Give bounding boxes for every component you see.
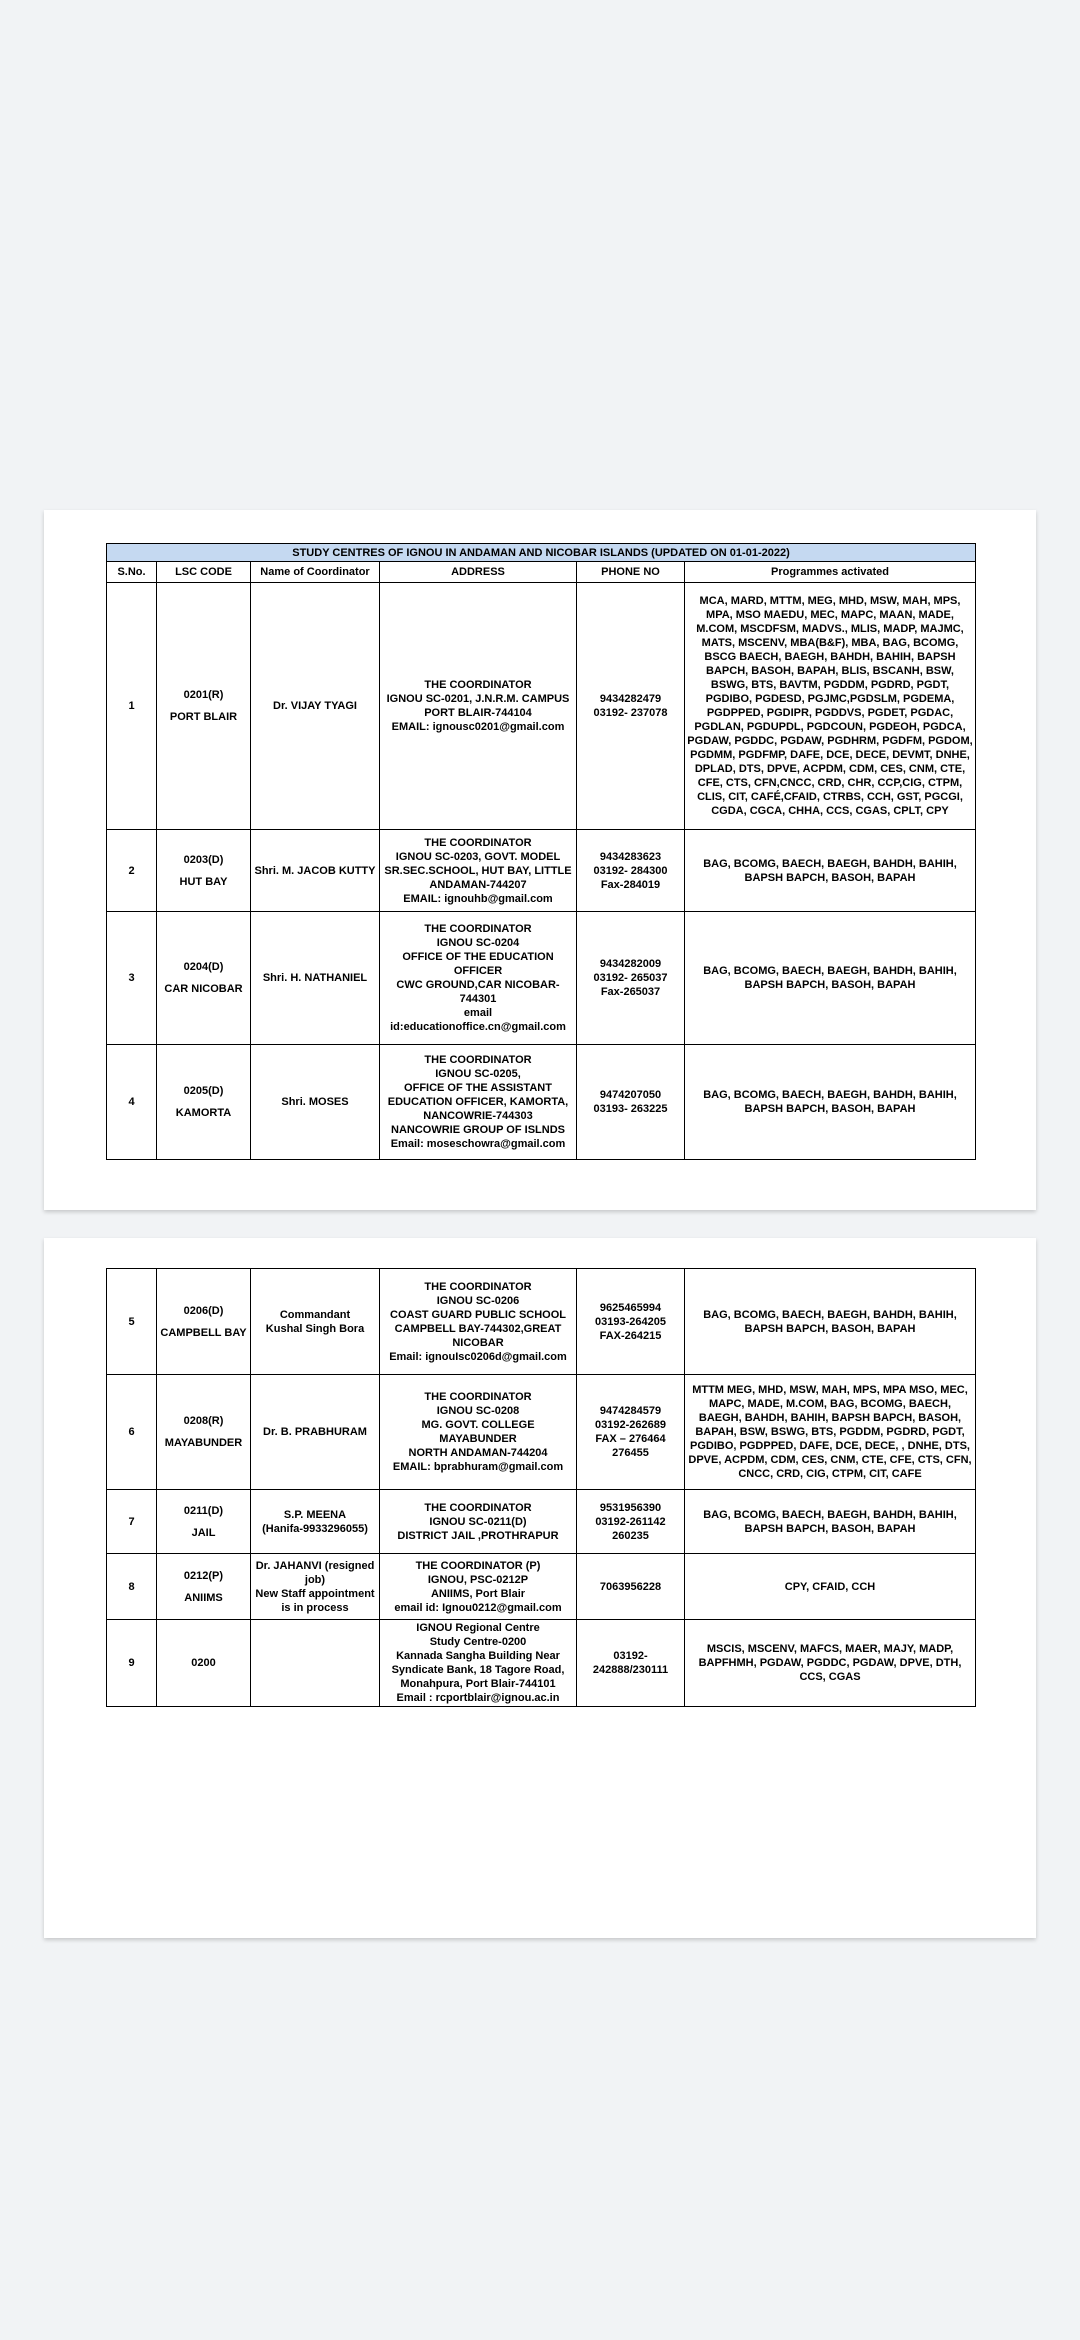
coordinator-cell: S.P. MEENA (Hanifa-9933296055)	[251, 1490, 380, 1554]
address-cell: THE COORDINATOR (P) IGNOU, PSC-0212P ANIIMS, Port Blair email id: Ignou0212@gmail.com	[380, 1554, 577, 1620]
lsc-code: 0203(D)	[183, 853, 224, 866]
address-cell: THE COORDINATOR IGNOU SC-0203, GOVT. MODEL SR.SEC.SCHOOL, HUT BAY, LITTLE ANDAMAN-744207 EMAIL: ignouhb@gmail.com	[380, 830, 577, 912]
table-row	[107, 830, 976, 912]
sno-cell: 9	[107, 1620, 157, 1707]
sno-cell: 3	[107, 912, 157, 1045]
programmes-cell: BAG, BCOMG, BAECH, BAEGH, BAHDH, BAHIH, BAPSH BAPCH, BASOH, BAPAH	[685, 1490, 976, 1554]
phone-cell: 9474284579 03192-262689 FAX – 276464 276455	[577, 1375, 685, 1490]
address-cell: THE COORDINATOR IGNOU SC-0211(D) DISTRICT JAIL ,PROTHRAPUR	[380, 1490, 577, 1554]
table-row	[107, 912, 976, 1045]
table-row	[107, 1269, 976, 1375]
coordinator-cell: Shri. H. NATHANIEL	[251, 912, 380, 1045]
sno-cell: 1	[107, 583, 157, 830]
study-centres-table-continued	[106, 1268, 976, 1707]
coordinator-cell: Shri. M. JACOB KUTTY	[251, 830, 380, 912]
coordinator-cell: Commandant Kushal Singh Bora	[251, 1269, 380, 1375]
lsc-code: 0201(R)	[183, 689, 224, 701]
document-page-1	[44, 510, 1036, 1210]
header-sno: S.No.	[107, 562, 157, 583]
sno-cell: 4	[107, 1045, 157, 1160]
study-centres-table	[106, 543, 976, 1160]
address-cell: THE COORDINATOR IGNOU SC-0208 MG. GOVT. COLLEGE MAYABUNDER NORTH ANDAMAN-744204 EMAIL: bprabhuram@gmail.com	[380, 1375, 577, 1490]
programmes-cell: MTTM MEG, MHD, MSW, MAH, MPS, MPA MSO, MEC, MAPC, MADE, M.COM, BAG, BCOMG, BAECH, BAEGH, BAHDH, BAHIH, BAPSH BAPCH, BASOH, BAPAH, BSW, BSWG, BTS, PGDDM, PGDRD, PGDT, PGDIBO, PGDPPED, DAFE, DCE, DECE, , DNHE, DTS, DPVE, ACPDM, CDM, CES, CNM, CTE, CFE, CTS, CFN, CNCC, CRD, CIG, CTPM, CIT, CAFE	[685, 1375, 976, 1490]
lsc-code: 0204(D)	[183, 961, 224, 973]
address-cell: THE COORDINATOR IGNOU SC-0201, J.N.R.M. CAMPUS PORT BLAIR-744104 EMAIL: ignousc0201@gmail.com	[380, 583, 577, 830]
centre-place: CAR NICOBAR	[164, 983, 243, 995]
code-cell	[157, 1375, 251, 1490]
coordinator-cell: Dr. VIJAY TYAGI	[251, 583, 380, 830]
phone-cell: 9434283623 03192- 284300 Fax-284019	[577, 830, 685, 912]
centre-place: JAIL	[191, 1526, 216, 1539]
centre-place: HUT BAY	[179, 875, 228, 888]
centre-place: CAMPBELL BAY	[160, 1326, 247, 1339]
phone-cell: 9625465994 03193-264205 FAX-264215	[577, 1269, 685, 1375]
sno-cell: 2	[107, 830, 157, 912]
coordinator-cell: Dr. JAHANVI (resigned job) New Staff appointment is in process	[251, 1554, 380, 1620]
programmes-cell: BAG, BCOMG, BAECH, BAEGH, BAHDH, BAHIH, BAPSH BAPCH, BASOH, BAPAH	[685, 1269, 976, 1375]
table-row	[107, 1554, 976, 1620]
lsc-code: 0205(D)	[183, 1085, 224, 1097]
code-cell	[157, 1554, 251, 1620]
programmes-cell: CPY, CFAID, CCH	[685, 1554, 976, 1620]
centre-place: ANIIMS	[184, 1591, 223, 1604]
lsc-code: 0208(R)	[183, 1415, 224, 1427]
code-cell	[157, 583, 251, 830]
phone-cell: 9434282479 03192- 237078	[577, 583, 685, 830]
sno-cell: 8	[107, 1554, 157, 1620]
table-row	[107, 1620, 976, 1707]
header-lsc-code: LSC CODE	[157, 562, 251, 583]
document-page-2	[44, 1238, 1036, 1938]
code-cell	[157, 912, 251, 1045]
sno-cell: 7	[107, 1490, 157, 1554]
code-cell	[157, 1490, 251, 1554]
centre-place: KAMORTA	[175, 1107, 232, 1119]
header-programmes: Programmes activated	[685, 562, 976, 583]
code-cell	[157, 1045, 251, 1160]
address-cell: IGNOU Regional Centre Study Centre-0200 Kannada Sangha Building Near Syndicate Bank, 18 Tagore Road, Monahpura, Port Blair-744101 Email : rcportblair@ignou.ac.in	[380, 1620, 577, 1707]
header-coordinator: Name of Coordinator	[251, 562, 380, 583]
code-cell: 0200	[157, 1620, 251, 1707]
header-address: ADDRESS	[380, 562, 577, 583]
coordinator-cell: Shri. MOSES	[251, 1045, 380, 1160]
address-cell: THE COORDINATOR IGNOU SC-0205, OFFICE OF THE ASSISTANT EDUCATION OFFICER, KAMORTA, NANCOWRIE-744303 NANCOWRIE GROUP OF ISLNDS Email: moseschowra@gmail.com	[380, 1045, 577, 1160]
sno-cell: 5	[107, 1269, 157, 1375]
programmes-cell: BAG, BCOMG, BAECH, BAEGH, BAHDH, BAHIH, BAPSH BAPCH, BASOH, BAPAH	[685, 830, 976, 912]
phone-cell: 03192- 242888/230111	[577, 1620, 685, 1707]
programmes-cell: MCA, MARD, MTTM, MEG, MHD, MSW, MAH, MPS, MPA, MSO MAEDU, MEC, MAPC, MAAN, MADE, M.COM, MSCDFSM, MADVS., MLIS, MADP, MAJMC, MATS, MSCENV, MBA(B&F), MBA, BAG, BCOMG, BSCG BAECH, BAEGH, BAHDH, BAHIH, BAPSH BAPCH, BASOH, BAPAH, BLIS, BSCANH, BSW, BSWG, BTS, BAVTM, PGDDM, PGDRD, PGDT, PGDIBO, PGDESD, PGJMC,PGDSLM, PGDEMA, PGDPPED, PGDIPR, PGDDVS, PGDET, PGDAC, PGDLAN, PGDUPDL, PGDCOUN, PGDEOH, PGDCA, PGDAW, PGDDC, PGDAW, PGDHRM, PGDFM, PGDOM, PGDMM, PGDFMP, DAFE, DCE, DECE, DEVMT, DNHE, DPLAD, DTS, DPVE, ACPDM, CDM, CES, CNM, CTE, CFE, CTS, CFN,CNCC, CRD, CHR, CCP,CIG, CTPM, CLIS, CIT, CAFÉ,CFAID, CTRBS, CCH, GST, PGCGI, CGDA, CGCA, CHHA, CCS, CGAS, CPLT, CPY	[685, 583, 976, 830]
lsc-code: 0212(P)	[183, 1569, 224, 1582]
code-cell	[157, 1269, 251, 1375]
table-row	[107, 583, 976, 830]
programmes-cell: BAG, BCOMG, BAECH, BAEGH, BAHDH, BAHIH, BAPSH BAPCH, BASOH, BAPAH	[685, 912, 976, 1045]
lsc-code: 0206(D)	[183, 1304, 224, 1317]
table-title: STUDY CENTRES OF IGNOU IN ANDAMAN AND NICOBAR ISLANDS (UPDATED ON 01-01-2022)	[107, 544, 976, 562]
phone-cell: 7063956228	[577, 1554, 685, 1620]
coordinator-cell: Dr. B. PRABHURAM	[251, 1375, 380, 1490]
header-phone: PHONE NO	[577, 562, 685, 583]
programmes-cell: BAG, BCOMG, BAECH, BAEGH, BAHDH, BAHIH, BAPSH BAPCH, BASOH, BAPAH	[685, 1045, 976, 1160]
address-cell: THE COORDINATOR IGNOU SC-0204 OFFICE OF THE EDUCATION OFFICER CWC GROUND,CAR NICOBAR-744301 email id:educationoffice.cn@gmail.com	[380, 912, 577, 1045]
sno-cell: 6	[107, 1375, 157, 1490]
table-row	[107, 1045, 976, 1160]
lsc-code: 0211(D)	[183, 1504, 224, 1517]
centre-place: PORT BLAIR	[169, 711, 238, 723]
phone-cell: 9474207050 03193- 263225	[577, 1045, 685, 1160]
address-cell: THE COORDINATOR IGNOU SC-0206 COAST GUARD PUBLIC SCHOOL CAMPBELL BAY-744302,GREAT NICOBAR Email: ignouIsc0206d@gmail.com	[380, 1269, 577, 1375]
phone-cell: 9531956390 03192-261142 260235	[577, 1490, 685, 1554]
code-cell	[157, 830, 251, 912]
centre-place: MAYABUNDER	[164, 1437, 243, 1449]
phone-cell: 9434282009 03192- 265037 Fax-265037	[577, 912, 685, 1045]
programmes-cell: MSCIS, MSCENV, MAFCS, MAER, MAJY, MADP, BAPFHMH, PGDAW, PGDDC, PGDAW, DPVE, DTH, CCS, CGAS	[685, 1620, 976, 1707]
table-row	[107, 1375, 976, 1490]
table-row	[107, 1490, 976, 1554]
coordinator-cell	[251, 1620, 380, 1707]
